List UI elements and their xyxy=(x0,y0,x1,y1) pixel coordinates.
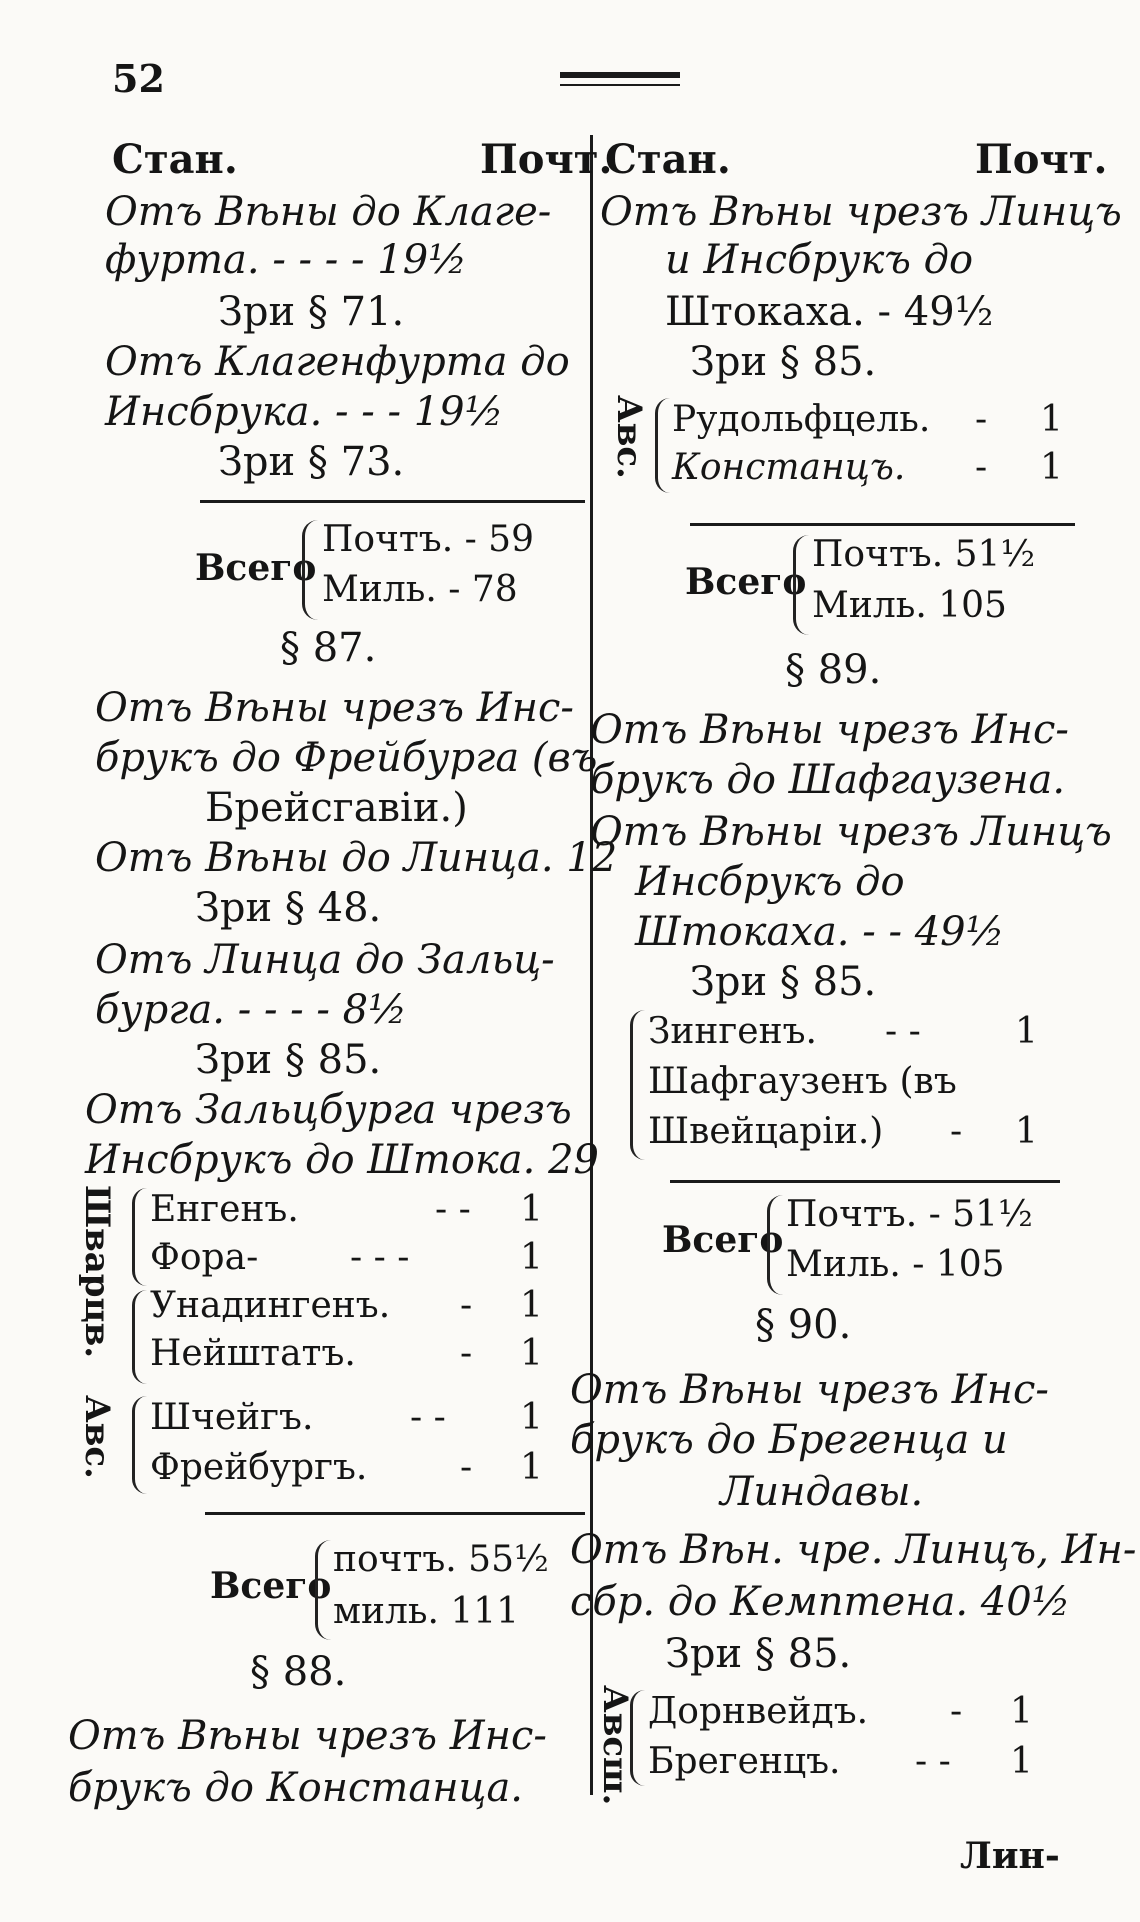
station-posts: 1 xyxy=(1040,399,1063,440)
station-dash: - - - xyxy=(350,1237,410,1278)
station-dash: - - xyxy=(915,1741,951,1782)
route-line: брукъ до Шафгаузена. xyxy=(590,757,1066,803)
station-name: Дорнвейдъ. xyxy=(648,1691,869,1732)
station-name: Швейцаріи.) xyxy=(648,1111,884,1152)
station-posts: 1 xyxy=(520,1285,543,1326)
section-rule xyxy=(205,1512,585,1515)
station-dash: - xyxy=(950,1691,963,1732)
route-line: Инсбрука. - - - 19½ xyxy=(105,389,504,435)
route-line: брукъ до Констанца. xyxy=(68,1765,524,1811)
station-name: Енгенъ. xyxy=(150,1189,299,1230)
station-dash: - xyxy=(460,1285,473,1326)
route-line: брукъ до Брегенца и xyxy=(570,1417,1008,1463)
route-line: Штокаха. - - 49½ xyxy=(635,909,1005,955)
header-ornament-rule xyxy=(560,72,680,78)
section-heading: § 87. xyxy=(280,625,377,671)
station-dash: - - xyxy=(435,1189,471,1230)
column-header-stations: Стан. xyxy=(112,136,238,183)
group-brace xyxy=(132,1290,147,1384)
station-name: Шчейгъ. xyxy=(150,1397,314,1438)
total-posts: Почтъ. - 59 xyxy=(322,519,534,560)
group-brace xyxy=(655,398,670,493)
route-line: Отъ Линца до Зальц- xyxy=(95,937,555,983)
route-line: Отъ Вѣны чрезъ Инс- xyxy=(570,1367,1049,1413)
route-line: Инсбрукъ до xyxy=(635,859,905,905)
column-header-posts: Почт. xyxy=(480,136,613,183)
section-rule xyxy=(200,500,585,503)
total-brace xyxy=(302,520,319,620)
route-line: Отъ Клагенфурта до xyxy=(105,339,570,385)
region-label: Авс. xyxy=(609,395,649,479)
column-header-posts: Почт. xyxy=(975,136,1108,183)
see-reference: Зри § 85. xyxy=(665,1631,852,1677)
group-brace xyxy=(132,1188,147,1286)
catchword: Лин- xyxy=(960,1835,1060,1877)
station-dash: - - xyxy=(885,1011,921,1052)
station-name: Констанцъ. xyxy=(672,447,906,488)
see-reference: Зри § 73. xyxy=(218,439,405,485)
station-dash: - - xyxy=(410,1397,446,1438)
route-line: Отъ Вѣны до Линца. 12 xyxy=(95,835,618,881)
route-line: Отъ Вѣны чрезъ Инс- xyxy=(95,685,574,731)
total-brace xyxy=(315,1540,332,1640)
station-name: Фрейбургъ. xyxy=(150,1447,368,1488)
total-posts: почтъ. 55½ xyxy=(333,1539,549,1580)
total-posts: Почтъ. - 51½ xyxy=(786,1194,1033,1235)
station-posts: 1 xyxy=(1040,447,1063,488)
station-name: Унадингенъ. xyxy=(150,1285,391,1326)
route-line: бурга. - - - - 8½ xyxy=(95,987,407,1033)
station-name: Фора- xyxy=(150,1237,259,1278)
see-reference: Зри § 85. xyxy=(195,1037,382,1083)
route-line: Отъ Вѣны чрезъ Линцъ xyxy=(590,809,1112,855)
see-reference: Зри § 71. xyxy=(218,289,405,335)
header-ornament-rule-thin xyxy=(560,84,680,86)
section-heading: § 89. xyxy=(785,647,882,693)
station-posts: 1 xyxy=(1010,1691,1033,1732)
section-heading: § 90. xyxy=(755,1302,852,1348)
station-dash: - xyxy=(460,1447,473,1488)
see-reference: Зри § 85. xyxy=(690,339,877,385)
station-posts: 1 xyxy=(1015,1111,1038,1152)
see-reference: Зри § 85. xyxy=(690,959,877,1005)
station-posts: 1 xyxy=(520,1447,543,1488)
station-name: Зингенъ. xyxy=(648,1011,817,1052)
route-line: Штокаха. - 49½ xyxy=(665,289,994,335)
total-label: Всего xyxy=(210,1565,332,1607)
station-posts: 1 xyxy=(1010,1741,1033,1782)
total-miles: Миль. 105 xyxy=(812,585,1007,626)
see-reference: Зри § 48. xyxy=(195,885,382,931)
section-rule xyxy=(670,1180,1060,1183)
route-line: Отъ Вѣны чрезъ Линцъ xyxy=(600,189,1122,235)
station-posts: 1 xyxy=(520,1189,543,1230)
total-label: Всего xyxy=(685,561,807,603)
route-line: Отъ Вѣны до Клаге- xyxy=(105,189,552,235)
station-name: Рудольфцель. xyxy=(672,399,931,440)
total-brace xyxy=(793,535,810,635)
page-number: 52 xyxy=(112,56,165,101)
route-line: Отъ Зальцбурга чрезъ xyxy=(85,1087,572,1133)
route-line: Отъ Вѣны чрезъ Инс- xyxy=(68,1713,547,1759)
route-line: Брейсгавіи.) xyxy=(205,785,468,831)
route-line: Инсбрукъ до Штока. 29 xyxy=(85,1137,599,1183)
station-dash: - xyxy=(975,447,988,488)
total-miles: Миль. - 78 xyxy=(322,569,518,610)
station-dash: - xyxy=(975,399,988,440)
route-line: сбр. до Кемптена. 40½ xyxy=(570,1579,1071,1625)
region-label: Авс. xyxy=(77,1395,117,1479)
station-posts: 1 xyxy=(520,1397,543,1438)
section-rule xyxy=(690,523,1075,526)
group-brace xyxy=(132,1396,147,1494)
route-line: Отъ Вѣн. чре. Линцъ, Ин- xyxy=(570,1527,1137,1573)
route-line: Отъ Вѣны чрезъ Инс- xyxy=(590,707,1069,753)
total-label: Всего xyxy=(662,1219,784,1261)
section-heading: § 88. xyxy=(250,1649,347,1695)
route-line: фурта. - - - - 19½ xyxy=(105,237,467,283)
total-posts: Почтъ. 51½ xyxy=(812,534,1036,575)
total-miles: Миль. - 105 xyxy=(786,1244,1005,1285)
station-posts: 1 xyxy=(520,1237,543,1278)
station-name: Шафгаузенъ (въ xyxy=(648,1061,957,1102)
route-line: Линдавы. xyxy=(720,1469,924,1515)
total-label: Всего xyxy=(195,547,317,589)
route-line: и Инсбрукъ до xyxy=(665,237,974,283)
total-miles: миль. 111 xyxy=(333,1591,520,1632)
station-name: Брегенцъ. xyxy=(648,1741,841,1782)
route-line: брукъ до Фрейбурга (въ xyxy=(95,735,598,781)
group-brace xyxy=(630,1690,645,1786)
total-brace xyxy=(767,1195,784,1295)
column-header-stations: Стан. xyxy=(605,136,731,183)
group-brace xyxy=(630,1010,645,1160)
station-posts: 1 xyxy=(1015,1011,1038,1052)
region-label: Авсш. xyxy=(595,1685,635,1806)
station-dash: - xyxy=(950,1111,963,1152)
region-label: Шварцв. xyxy=(77,1185,117,1359)
station-name: Нейштатъ. xyxy=(150,1333,356,1374)
station-posts: 1 xyxy=(520,1333,543,1374)
station-dash: - xyxy=(460,1333,473,1374)
